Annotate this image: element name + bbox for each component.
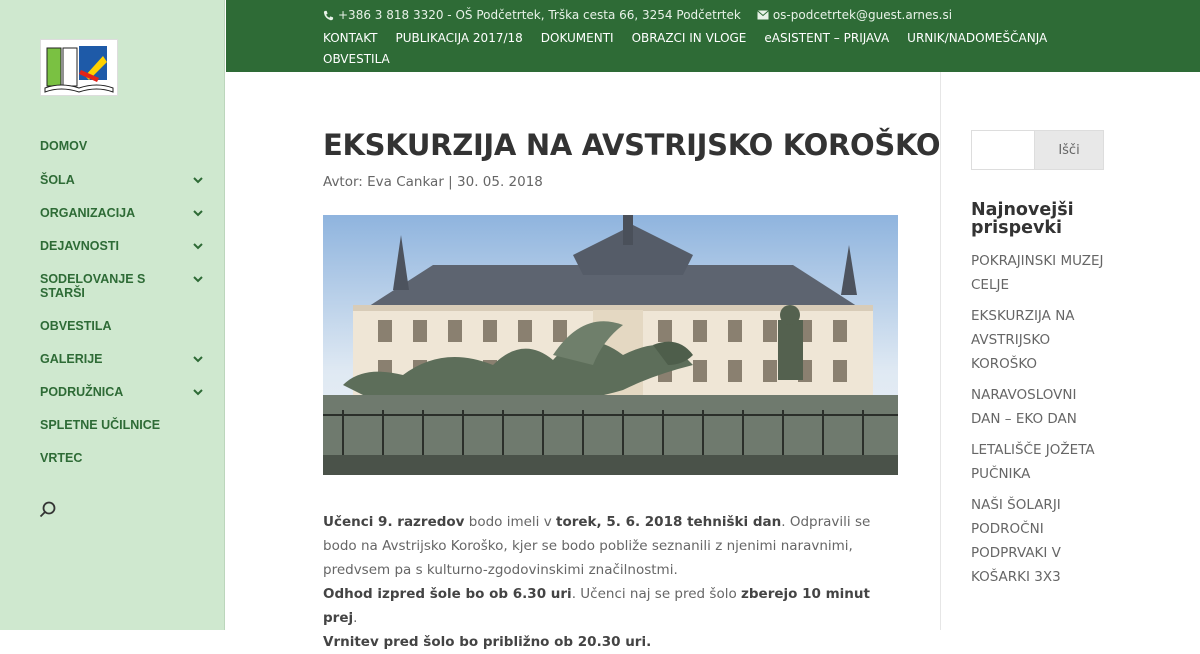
topnav-easistent[interactable]: eASISTENT – PRIJAVA xyxy=(764,31,890,45)
bold-text: Učenci 9. razredov xyxy=(323,514,465,530)
envelope-icon xyxy=(757,10,769,20)
article-meta: Avtor: Eva Cankar | 30. 05. 2018 xyxy=(323,174,543,190)
recent-post-link[interactable]: NARAVOSLOVNI DAN – EKO DAN xyxy=(971,387,1077,427)
nav-item-sola[interactable] xyxy=(40,173,210,187)
recent-post-link[interactable]: LETALIŠČE JOŽETA PUČNIKA xyxy=(971,442,1095,482)
school-logo[interactable] xyxy=(40,39,118,96)
paragraph-return xyxy=(323,630,899,654)
topnav-kontakt[interactable]: KONTAKT xyxy=(323,31,378,45)
text: . xyxy=(353,610,358,626)
nav-item-organizacija[interactable] xyxy=(40,206,210,220)
text: . Odpravili se bodo na Avstrijsko Koroško, kjer se bodo pobliže seznanili z njenimi naravnimi, predvsem pa s kulturno-zgodovinskimi značilnostmi. xyxy=(323,514,871,578)
nav-item-label: ORGANIZACIJA xyxy=(40,206,136,220)
nav-item-sodelovanje[interactable] xyxy=(40,272,210,300)
email-text: os-podcetrtek@guest.arnes.si xyxy=(772,8,953,22)
chevron-down-icon[interactable] xyxy=(192,353,204,365)
content-divider xyxy=(940,72,941,630)
recent-post-link[interactable]: NAŠI ŠOLARJI PODROČNI PODPRVAKI V KOŠARKI 3X3 xyxy=(971,497,1061,585)
search-input[interactable] xyxy=(971,130,1034,170)
chevron-down-icon[interactable] xyxy=(192,240,204,252)
nav-item-label: DOMOV xyxy=(40,139,88,153)
article-image xyxy=(323,215,898,475)
text: . Učenci naj se pred šolo xyxy=(571,586,742,602)
phone-address: +386 3 818 3320 - OŠ Podčetrtek, Trška cesta 66, 3254 Podčetrtek xyxy=(338,8,741,22)
nav-item-dejavnosti[interactable] xyxy=(40,239,210,253)
nav-item-label: PODRUŽNICA xyxy=(40,385,124,399)
topnav-dokumenti[interactable]: DOKUMENTI xyxy=(540,31,614,45)
paragraph-intro xyxy=(323,510,899,582)
nav-item-label: DEJAVNOSTI xyxy=(40,239,119,253)
topnav-urnik[interactable]: URNIK/NADOMEŠČANJA xyxy=(907,31,1048,45)
chevron-down-icon[interactable] xyxy=(192,386,204,398)
topnav-obrazci[interactable]: OBRAZCI IN VLOGE xyxy=(631,31,747,45)
email-link[interactable] xyxy=(757,8,952,22)
recent-post-link[interactable]: POKRAJINSKI MUZEJ CELJE xyxy=(971,253,1104,293)
nav-item-label: OBVESTILA xyxy=(40,319,112,333)
search-button[interactable]: Išči xyxy=(1034,130,1104,170)
top-header xyxy=(226,0,1200,72)
chevron-down-icon[interactable] xyxy=(192,174,204,186)
left-sidebar xyxy=(0,0,225,630)
phone-icon xyxy=(323,10,334,21)
chevron-down-icon[interactable] xyxy=(192,207,204,219)
search-icon[interactable] xyxy=(38,500,58,520)
nav-item-podruznica[interactable] xyxy=(40,385,210,399)
nav-item-label: SPLETNE UČILNICE xyxy=(40,418,161,432)
recent-posts xyxy=(971,249,1104,589)
nav-item-spletne-ucilnice[interactable] xyxy=(40,418,160,432)
text: bodo imeli v xyxy=(464,514,556,530)
bold-text: torek, 5. 6. 2018 tehniški dan xyxy=(556,514,782,530)
nav-item-vrtec[interactable] xyxy=(40,451,82,465)
article-title: EKSKURZIJA NA AVSTRIJSKO KOROŠKO xyxy=(323,128,941,162)
paragraph-departure xyxy=(323,582,899,630)
topnav-publikacija[interactable]: PUBLIKACIJA 2017/18 xyxy=(395,31,523,45)
bold-text: Vrnitev pred šolo bo približno ob 20.30 uri. xyxy=(323,634,652,650)
nav-item-label: ŠOLA xyxy=(40,173,75,187)
nav-item-obvestila[interactable] xyxy=(40,319,112,333)
widget-title: Najnovejši prispevki xyxy=(971,200,1074,238)
bold-text: zberejo 10 minut prej xyxy=(323,586,870,626)
nav-item-label: SODELOVANJE S STARŠI xyxy=(40,272,146,300)
chevron-down-icon[interactable] xyxy=(192,273,204,285)
recent-post-link[interactable]: EKSKURZIJA NA AVSTRIJSKO KOROŠKO xyxy=(971,308,1075,372)
contact-info xyxy=(323,8,952,22)
top-nav xyxy=(323,28,1083,70)
nav-item-label: GALERIJE xyxy=(40,352,103,366)
nav-item-galerije[interactable] xyxy=(40,352,210,366)
nav-item-domov[interactable] xyxy=(40,139,87,153)
right-sidebar xyxy=(971,130,1104,596)
nav-item-label: VRTEC xyxy=(40,451,83,465)
article-body xyxy=(323,510,899,654)
bold-text: Odhod izpred šole bo ob 6.30 uri xyxy=(323,586,572,602)
topnav-obvestila[interactable]: OBVESTILA xyxy=(323,52,390,66)
search-form xyxy=(971,130,1104,170)
